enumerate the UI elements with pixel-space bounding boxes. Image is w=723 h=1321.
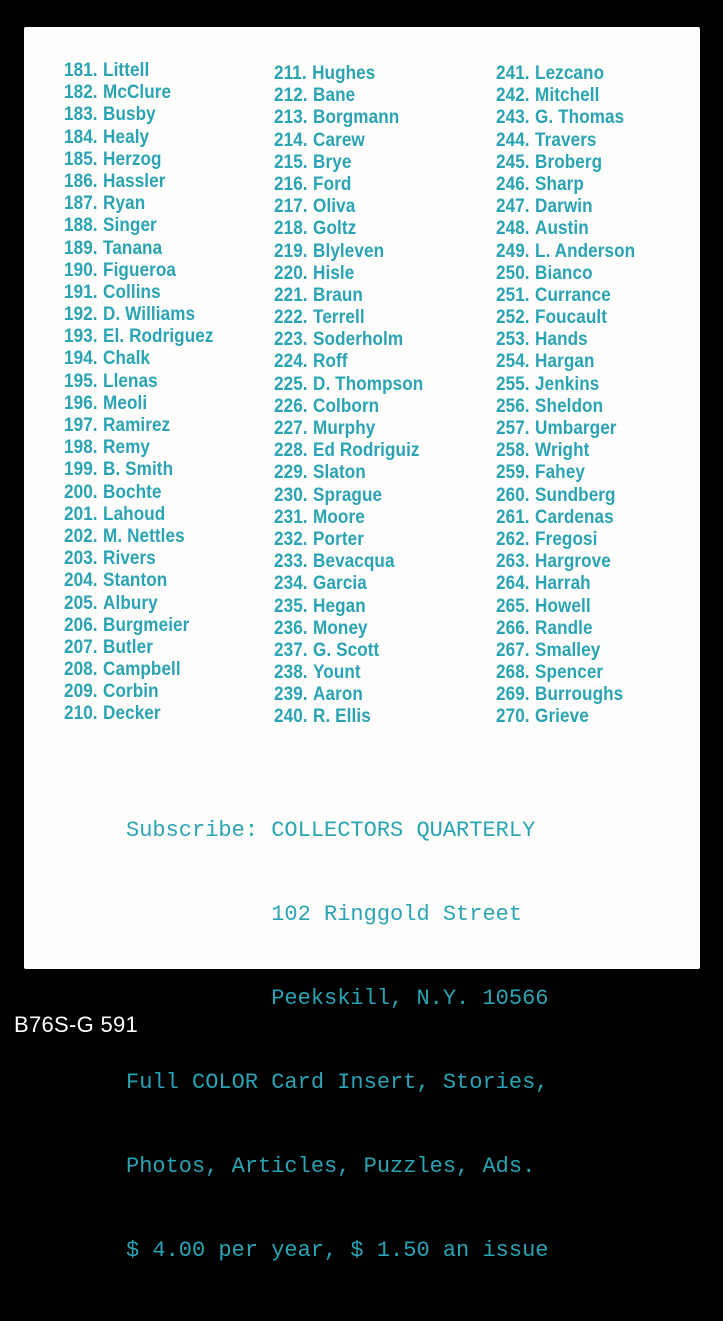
checklist-entry bbox=[496, 263, 694, 285]
player-name: Randle bbox=[535, 617, 593, 639]
checklist-column-3 bbox=[496, 63, 716, 729]
checklist-entry bbox=[274, 596, 472, 618]
player-name: Broberg bbox=[535, 151, 603, 173]
player-name: Brye bbox=[313, 151, 352, 173]
player-name: Chalk bbox=[103, 348, 151, 370]
checklist-entry bbox=[64, 82, 262, 104]
player-name: Roff bbox=[313, 351, 348, 373]
card-number: 239. bbox=[274, 684, 308, 706]
checklist-entry bbox=[496, 440, 694, 462]
player-name: Campbell bbox=[103, 659, 181, 681]
checklist-entry bbox=[274, 706, 472, 728]
player-name: Fregosi bbox=[535, 528, 598, 550]
player-name: Blyleven bbox=[313, 240, 385, 262]
checklist-entry bbox=[496, 684, 694, 706]
player-name: Bochte bbox=[103, 481, 162, 503]
player-name: Smalley bbox=[535, 639, 601, 661]
subscribe-line: Subscribe: COLLECTORS QUARTERLY bbox=[126, 818, 536, 843]
player-name: McClure bbox=[103, 82, 172, 104]
card-number: 266. bbox=[496, 617, 530, 639]
player-name: G. Thomas bbox=[535, 107, 625, 129]
checklist-entry bbox=[496, 351, 694, 373]
card-number: 242. bbox=[496, 85, 530, 107]
card-number: 263. bbox=[496, 551, 530, 573]
checklist-entry bbox=[64, 526, 262, 548]
card-number: 197. bbox=[64, 415, 98, 436]
checklist-entry bbox=[496, 174, 694, 196]
checklist-entry bbox=[496, 307, 694, 329]
card-number: 182. bbox=[64, 82, 98, 104]
address-city-line: Peekskill, N.Y. 10566 bbox=[126, 986, 549, 1011]
checklist-entry bbox=[64, 681, 262, 703]
card-number: 222. bbox=[274, 307, 308, 329]
card-number: 206. bbox=[64, 614, 98, 636]
checklist-entry bbox=[274, 662, 472, 684]
checklist-entry bbox=[496, 573, 694, 595]
card-number: 201. bbox=[64, 503, 98, 525]
card-number: 196. bbox=[64, 392, 98, 414]
player-name: Rivers bbox=[103, 548, 156, 570]
player-name: Sprague bbox=[313, 484, 383, 506]
checklist-entry bbox=[274, 507, 472, 529]
card-number: 246. bbox=[496, 173, 530, 195]
address-street-line: 102 Ringgold Street bbox=[126, 902, 523, 927]
checklist-entry bbox=[64, 703, 262, 725]
checklist-entry bbox=[274, 218, 472, 240]
card-number: 240. bbox=[274, 706, 308, 728]
player-name: Singer bbox=[103, 215, 157, 237]
player-name: Sharp bbox=[535, 173, 584, 195]
card-number: 261. bbox=[496, 506, 530, 528]
player-name: Bevacqua bbox=[313, 551, 395, 573]
player-name: Sundberg bbox=[535, 484, 616, 506]
player-name: Figueroa bbox=[103, 259, 176, 281]
checklist-entry bbox=[274, 263, 472, 285]
checklist-entry bbox=[274, 174, 472, 196]
card-number: 195. bbox=[64, 370, 98, 392]
card-number: 229. bbox=[274, 462, 308, 484]
card-number: 202. bbox=[64, 525, 98, 547]
card-number: 257. bbox=[496, 418, 530, 439]
card-number: 270. bbox=[496, 706, 530, 728]
checklist-entry bbox=[274, 329, 472, 351]
checklist-entry bbox=[496, 618, 694, 640]
card-number: 269. bbox=[496, 684, 530, 706]
checklist-entry bbox=[496, 662, 694, 684]
checklist-entry bbox=[274, 351, 472, 373]
checklist-entry bbox=[64, 238, 262, 260]
player-name: Hargan bbox=[535, 351, 595, 373]
checklist-entry bbox=[64, 171, 262, 193]
player-name: Burgmeier bbox=[103, 614, 190, 636]
checklist-entry bbox=[274, 418, 472, 440]
card-number: 247. bbox=[496, 196, 530, 218]
player-name: Murphy bbox=[313, 418, 376, 439]
card-number: 245. bbox=[496, 151, 530, 173]
checklist-entry bbox=[64, 415, 262, 437]
checklist-entry bbox=[64, 215, 262, 237]
player-name: Oliva bbox=[313, 196, 356, 218]
card-number: 200. bbox=[64, 481, 98, 503]
card-number: 208. bbox=[64, 659, 98, 681]
player-name: Soderholm bbox=[313, 329, 404, 351]
player-name: Lezcano bbox=[535, 63, 605, 84]
checklist-entry bbox=[274, 196, 472, 218]
checklist-entry bbox=[64, 615, 262, 637]
card-number: 268. bbox=[496, 662, 530, 684]
player-name: Money bbox=[313, 617, 368, 639]
player-name: Umbarger bbox=[535, 418, 617, 439]
checklist-entry bbox=[496, 130, 694, 152]
checklist-entry bbox=[64, 149, 262, 171]
card-number: 237. bbox=[274, 639, 308, 661]
card-number: 192. bbox=[64, 304, 98, 326]
checklist-entry bbox=[496, 640, 694, 662]
player-name: Littell bbox=[103, 60, 150, 81]
player-name: Hegan bbox=[313, 595, 366, 617]
card-number: 189. bbox=[64, 237, 98, 259]
card-number: 253. bbox=[496, 329, 530, 351]
checklist-entry bbox=[496, 396, 694, 418]
checklist-entry bbox=[274, 107, 472, 129]
card-number: 224. bbox=[274, 351, 308, 373]
checklist-entry bbox=[274, 241, 472, 263]
player-name: Tanana bbox=[103, 237, 163, 259]
checklist-entry bbox=[496, 529, 694, 551]
card-number: 248. bbox=[496, 218, 530, 240]
card-number: 265. bbox=[496, 595, 530, 617]
card-number: 256. bbox=[496, 395, 530, 417]
checklist-entry bbox=[274, 285, 472, 307]
card-number: 254. bbox=[496, 351, 530, 373]
player-name: Yount bbox=[313, 662, 361, 684]
checklist-entry bbox=[274, 307, 472, 329]
card-number: 251. bbox=[496, 284, 530, 306]
checklist-entry bbox=[496, 285, 694, 307]
card-number: 214. bbox=[274, 129, 308, 151]
checklist-entry bbox=[64, 637, 262, 659]
catalog-id-label: B76S-G 591 bbox=[14, 1012, 139, 1037]
player-name: Sheldon bbox=[535, 395, 604, 417]
checklist-entry bbox=[274, 485, 472, 507]
player-name: El. Rodriguez bbox=[103, 326, 214, 348]
player-name: Austin bbox=[535, 218, 589, 240]
checklist-entry bbox=[274, 152, 472, 174]
card-number: 267. bbox=[496, 639, 530, 661]
card-number: 184. bbox=[64, 126, 98, 148]
card-number: 194. bbox=[64, 348, 98, 370]
checklist-entry bbox=[64, 548, 262, 570]
card-number: 258. bbox=[496, 440, 530, 462]
checklist-entry bbox=[274, 551, 472, 573]
checklist-entry bbox=[274, 640, 472, 662]
player-name: Aaron bbox=[313, 684, 363, 706]
player-name: Garcia bbox=[313, 573, 367, 595]
card-number: 199. bbox=[64, 459, 98, 481]
checklist-entry bbox=[64, 482, 262, 504]
checklist-entry bbox=[496, 196, 694, 218]
player-name: M. Nettles bbox=[103, 525, 185, 547]
player-name: Moore bbox=[313, 506, 365, 528]
card-number: 186. bbox=[64, 170, 98, 192]
card-number: 211. bbox=[274, 63, 307, 84]
card-number: 230. bbox=[274, 484, 308, 506]
player-name: Ford bbox=[313, 173, 352, 195]
player-name: Herzog bbox=[103, 148, 162, 170]
player-name: Healy bbox=[103, 126, 150, 148]
player-name: D. Williams bbox=[103, 304, 196, 326]
checklist-entry bbox=[274, 462, 472, 484]
card-number: 225. bbox=[274, 373, 308, 395]
price-line: $ 4.00 per year, $ 1.50 an issue bbox=[126, 1238, 549, 1263]
checklist-entry bbox=[64, 60, 262, 82]
card-number: 218. bbox=[274, 218, 308, 240]
player-name: Meoli bbox=[103, 392, 148, 414]
player-name: Burroughs bbox=[535, 684, 624, 706]
player-name: Foucault bbox=[535, 307, 608, 329]
checklist-entry bbox=[496, 152, 694, 174]
card-number: 255. bbox=[496, 373, 530, 395]
card-number: 244. bbox=[496, 129, 530, 151]
card-number: 223. bbox=[274, 329, 308, 351]
checklist-entry bbox=[64, 304, 262, 326]
checklist-entry bbox=[496, 107, 694, 129]
player-name: Darwin bbox=[535, 196, 593, 218]
player-name: Llenas bbox=[103, 370, 158, 392]
card-number: 260. bbox=[496, 484, 530, 506]
player-name: Bane bbox=[313, 85, 356, 107]
checklist-entry bbox=[64, 659, 262, 681]
player-name: Albury bbox=[103, 592, 158, 614]
player-name: Corbin bbox=[103, 681, 159, 703]
player-name: Braun bbox=[313, 284, 363, 306]
checklist-entry bbox=[64, 437, 262, 459]
card-number: 205. bbox=[64, 592, 98, 614]
card-number: 259. bbox=[496, 462, 530, 484]
player-name: Collins bbox=[103, 281, 161, 303]
card-number: 213. bbox=[274, 107, 308, 129]
player-name: Decker bbox=[103, 703, 161, 725]
player-name: Colborn bbox=[313, 395, 380, 417]
player-name: Stanton bbox=[103, 570, 168, 592]
checklist-entry bbox=[274, 618, 472, 640]
card-number: 243. bbox=[496, 107, 530, 129]
features-line-2: Photos, Articles, Puzzles, Ads. bbox=[126, 1154, 536, 1179]
player-name: Carew bbox=[313, 129, 365, 151]
player-name: Hargrove bbox=[535, 551, 611, 573]
card-number: 210. bbox=[64, 703, 98, 725]
card-number: 234. bbox=[274, 573, 308, 595]
subscribe-block bbox=[126, 761, 548, 1321]
card-number: 193. bbox=[64, 326, 98, 348]
card-number: 181. bbox=[64, 60, 98, 81]
player-name: Mitchell bbox=[535, 85, 600, 107]
checklist-entry bbox=[274, 573, 472, 595]
checklist-entry bbox=[274, 63, 472, 85]
player-name: Howell bbox=[535, 595, 591, 617]
card-number: 215. bbox=[274, 151, 308, 173]
checklist-entry bbox=[274, 684, 472, 706]
checklist-entry bbox=[274, 130, 472, 152]
card-number: 236. bbox=[274, 617, 308, 639]
player-name: Porter bbox=[313, 528, 364, 550]
card-number: 187. bbox=[64, 193, 98, 215]
card-number: 233. bbox=[274, 551, 308, 573]
checklist-entry bbox=[496, 462, 694, 484]
checklist-entry bbox=[274, 529, 472, 551]
card-number: 188. bbox=[64, 215, 98, 237]
player-name: D. Thompson bbox=[313, 373, 424, 395]
player-name: Fahey bbox=[535, 462, 585, 484]
card-number: 231. bbox=[274, 506, 308, 528]
card-number: 204. bbox=[64, 570, 98, 592]
player-name: Cardenas bbox=[535, 506, 614, 528]
checklist-entry bbox=[496, 374, 694, 396]
checklist-entry bbox=[64, 393, 262, 415]
checklist-column-2 bbox=[274, 63, 494, 729]
checklist-entry bbox=[274, 85, 472, 107]
player-name: Slaton bbox=[313, 462, 366, 484]
card-number: 220. bbox=[274, 262, 308, 284]
player-name: L. Anderson bbox=[535, 240, 636, 262]
player-name: Wright bbox=[535, 440, 590, 462]
player-name: Harrah bbox=[535, 573, 591, 595]
checklist-entry bbox=[274, 374, 472, 396]
checklist-entry bbox=[64, 260, 262, 282]
checklist-entry bbox=[496, 329, 694, 351]
player-name: Ed Rodriguiz bbox=[313, 440, 420, 462]
player-name: Grieve bbox=[535, 706, 589, 728]
card-number: 227. bbox=[274, 418, 308, 439]
card-number: 217. bbox=[274, 196, 308, 218]
checklist-entry bbox=[496, 218, 694, 240]
player-name: Hughes bbox=[312, 63, 376, 84]
card-number: 191. bbox=[64, 281, 98, 303]
card-number: 232. bbox=[274, 528, 308, 550]
checklist-entry bbox=[274, 396, 472, 418]
checklist-entry bbox=[496, 241, 694, 263]
card-number: 238. bbox=[274, 662, 308, 684]
player-name: Remy bbox=[103, 437, 150, 459]
player-name: Hands bbox=[535, 329, 588, 351]
checklist-entry bbox=[496, 418, 694, 440]
player-name: B. Smith bbox=[103, 459, 174, 481]
checklist-entry bbox=[496, 596, 694, 618]
card-number: 250. bbox=[496, 262, 530, 284]
card-number: 203. bbox=[64, 548, 98, 570]
player-name: Hassler bbox=[103, 170, 166, 192]
checklist-entry bbox=[64, 193, 262, 215]
checklist-entry bbox=[64, 282, 262, 304]
card-number: 221. bbox=[274, 284, 308, 306]
player-name: Jenkins bbox=[535, 373, 600, 395]
checklist-entry bbox=[64, 593, 262, 615]
checklist-entry bbox=[496, 706, 694, 728]
card-number: 216. bbox=[274, 173, 308, 195]
checklist-entry bbox=[274, 440, 472, 462]
player-name: Ramirez bbox=[103, 415, 171, 436]
card-number: 264. bbox=[496, 573, 530, 595]
checklist-entry bbox=[496, 507, 694, 529]
player-name: Borgmann bbox=[313, 107, 400, 129]
card-number: 207. bbox=[64, 636, 98, 658]
features-line-1: Full COLOR Card Insert, Stories, bbox=[126, 1070, 549, 1095]
checklist-entry bbox=[64, 504, 262, 526]
player-name: Busby bbox=[103, 104, 156, 126]
checklist-entry bbox=[64, 459, 262, 481]
card-number: 198. bbox=[64, 437, 98, 459]
checklist-entry bbox=[64, 570, 262, 592]
card-number: 190. bbox=[64, 259, 98, 281]
player-name: Travers bbox=[535, 129, 597, 151]
card-number: 219. bbox=[274, 240, 308, 262]
card-number: 212. bbox=[274, 85, 308, 107]
checklist-entry bbox=[496, 485, 694, 507]
checklist-entry bbox=[64, 104, 262, 126]
checklist-entry bbox=[496, 551, 694, 573]
card-number: 235. bbox=[274, 595, 308, 617]
checklist-entry bbox=[64, 371, 262, 393]
player-name: Ryan bbox=[103, 193, 146, 215]
card-number: 241. bbox=[496, 63, 530, 84]
checklist-entry bbox=[496, 85, 694, 107]
card-number: 249. bbox=[496, 240, 530, 262]
card-number: 185. bbox=[64, 148, 98, 170]
player-name: G. Scott bbox=[313, 639, 380, 661]
card-number: 228. bbox=[274, 440, 308, 462]
checklist-entry bbox=[64, 326, 262, 348]
player-name: Hisle bbox=[313, 262, 355, 284]
card-number: 209. bbox=[64, 681, 98, 703]
player-name: Spencer bbox=[535, 662, 604, 684]
checklist-column-1 bbox=[64, 60, 284, 726]
player-name: Terrell bbox=[313, 307, 365, 329]
player-name: Bianco bbox=[535, 262, 593, 284]
player-name: Currance bbox=[535, 284, 611, 306]
player-name: Lahoud bbox=[103, 503, 166, 525]
player-name: R. Ellis bbox=[313, 706, 371, 728]
checklist-entry bbox=[64, 348, 262, 370]
checklist-entry bbox=[496, 63, 694, 85]
card-number: 183. bbox=[64, 104, 98, 126]
card-number: 262. bbox=[496, 528, 530, 550]
card-number: 226. bbox=[274, 395, 308, 417]
player-name: Goltz bbox=[313, 218, 357, 240]
card-number: 252. bbox=[496, 307, 530, 329]
checklist-entry bbox=[64, 127, 262, 149]
player-name: Butler bbox=[103, 636, 154, 658]
